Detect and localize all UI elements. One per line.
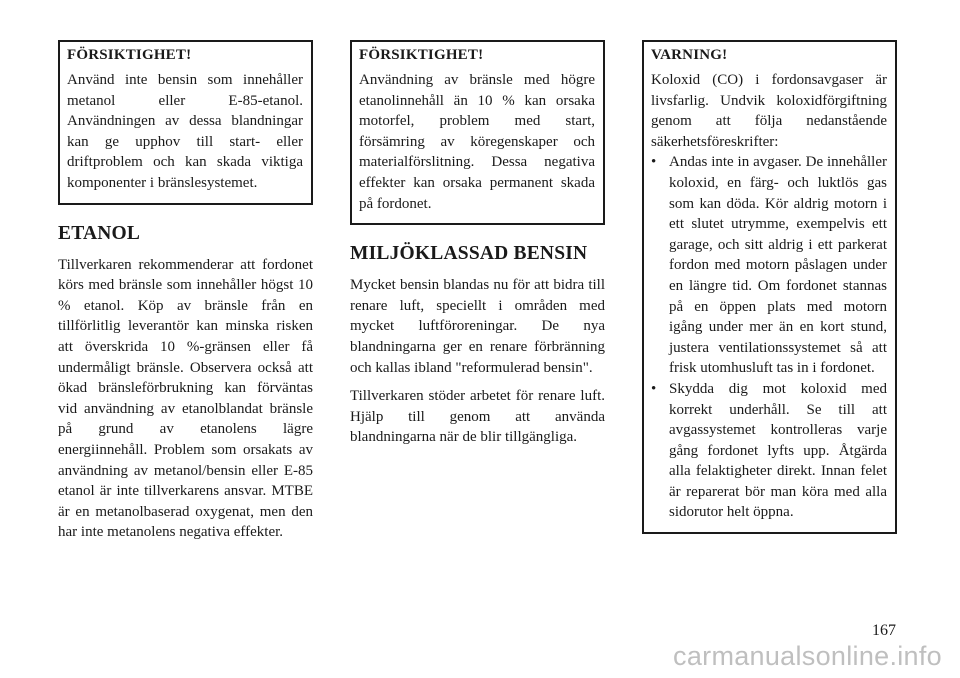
- page-number: 167: [872, 622, 896, 639]
- section-heading-etanol: ETANOL: [58, 222, 141, 244]
- clean-air-paragraph: Tillverkaren stöder arbetet för renare luft. Hjälp till genom att använda blandningarna när de blir tillgängliga.: [350, 388, 605, 446]
- list-item: [651, 152, 887, 379]
- warning-bullet-list: [651, 152, 887, 523]
- caution-box-methanol: [58, 40, 313, 205]
- watermark: carmanualsonline.info: [673, 641, 942, 671]
- caution-text: Använd inte bensin som innehåller metanol eller E-85-etanol. Användningen av dessa blandningar kan ge upphov till start- eller driftproblem och kan skada viktiga komponenter i bränslesystemet.: [67, 72, 303, 191]
- caution-box-ethanol-content: [350, 40, 605, 225]
- right-column: [642, 40, 897, 534]
- reformulated-fuel-paragraph: Mycket bensin blandas nu för att bidra till renare luft, speciellt i områden med mycket luftföroreningar. De nya blandningarna ger en renare förbränning och kallas ibland "reformulerad bensin".: [350, 277, 605, 376]
- warning-intro: Koloxid (CO) i fordonsavgaser är livsfarlig. Undvik koloxidförgiftning genom att följa nedanstående säkerhetsföreskrifter:: [651, 72, 887, 150]
- caution-text: Användning av bränsle med högre etanolinnehåll än 10 % kan orsaka motorfel, problem med start, försämring av köregenskaper och materialförslitning. Dessa negativa effekter kan orsaka permanent skada på fordonet.: [359, 72, 595, 212]
- left-column: [58, 40, 313, 551]
- caution-title: FÖRSIKTIGHET!: [67, 47, 192, 63]
- caution-title: FÖRSIKTIGHET!: [359, 47, 484, 63]
- section-heading-miljoklassad-bensin: MILJÖKLASSAD BENSIN: [350, 243, 588, 265]
- etanol-paragraph: Tillverkaren rekommenderar att fordonet körs med bränsle som innehåller högst 10 % etanol. Köp av bränsle från en tillförlitlig leverantör kan minska risken att överskrida 10 %-gränsen eller få undermåligt bränsle. Observera också att ökad bränsleförbrukning kan förväntas vid användning av etanolblandat bränsle på grund av etanolens lägre energiinnehåll. Problem som orsakats av användning av metanol/bensin eller E-85 etanol är inte tillverkarens ansvar. MTBE är en metanolbaserad oxygenat, men den har inte metanolens negativa effekter.: [58, 256, 313, 541]
- middle-column: [350, 40, 605, 456]
- bullet-text: Andas inte in avgaser. De innehåller koloxid, en färg- och luktlös gas som kan döda. Kör aldrig motorn i ett slutet utrymme, exempelvis ett garage, och sitt aldrig i ett parkerat fordon med motorn påslagen under en längre tid. Om fordonet stannas på en öppen plats med motorn igång under mer än en kort stund, justera ventilationssystemet så att frisk utomhusluft tas in i fordonet.: [669, 154, 887, 377]
- bullet-icon: •: [651, 154, 657, 171]
- warning-box-carbon-monoxide: [642, 40, 897, 534]
- bullet-icon: •: [651, 380, 657, 397]
- list-item: [651, 379, 887, 523]
- bullet-text: Skydda dig mot koloxid med korrekt underhåll. Se till att avgassystemet kontrolleras varje gång fordonet lyfts upp. Åtgärda alla felaktigheter direkt. Innan felet är reparerat bör man köra med alla sidorutor helt öppna.: [669, 380, 887, 521]
- warning-title: VARNING!: [651, 47, 728, 63]
